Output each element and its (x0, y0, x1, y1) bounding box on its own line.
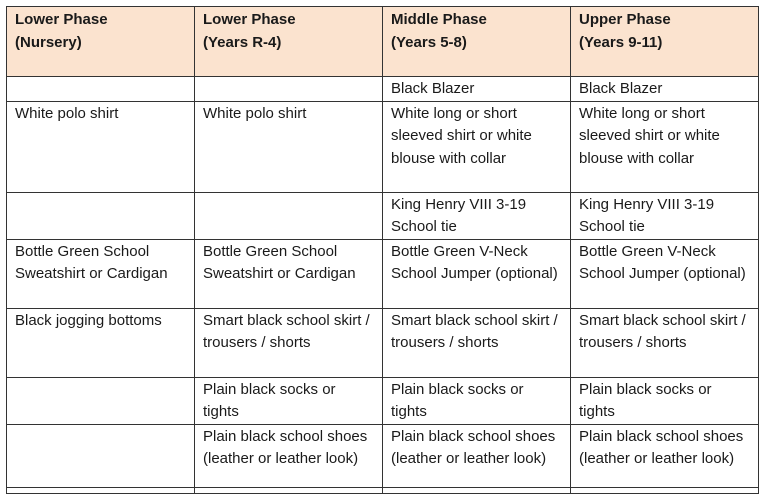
table-cell: Bottle Green School Sweatshirt or Cardigan (7, 239, 195, 308)
table-cell: Smart black school skirt / trousers / shorts (383, 308, 571, 377)
table-row (7, 308, 759, 377)
header-subtitle: (Years 9-11) (579, 33, 663, 51)
table-cell: King Henry VIII 3-19 School tie (571, 192, 759, 239)
header-nursery (7, 7, 195, 77)
table-row (7, 424, 759, 493)
table-cell (7, 192, 195, 239)
table-row (7, 101, 759, 192)
table-cell: Plain black school shoes (leather or leather look) (571, 424, 759, 493)
page-divider (6, 487, 759, 488)
header-title: Upper Phase (579, 11, 671, 28)
table-cell (7, 77, 195, 102)
table-cell: Plain black socks or tights (195, 377, 383, 424)
table-cell: Bottle Green V-Neck School Jumper (optional) (383, 239, 571, 308)
table-cell: Black Blazer (571, 77, 759, 102)
header-subtitle: (Years 5-8) (391, 33, 467, 51)
table-cell: Smart black school skirt / trousers / shorts (195, 308, 383, 377)
table-cell: Plain black socks or tights (571, 377, 759, 424)
table-row (7, 77, 759, 102)
table-cell: White polo shirt (195, 101, 383, 192)
table-cell: White long or short sleeved shirt or white blouse with collar (571, 101, 759, 192)
table-cell: Bottle Green V-Neck School Jumper (optional) (571, 239, 759, 308)
header-title: Middle Phase (391, 11, 487, 28)
table-cell: Smart black school skirt / trousers / shorts (571, 308, 759, 377)
table-cell: Plain black school shoes (leather or leather look) (195, 424, 383, 493)
table-cell: Black Blazer (383, 77, 571, 102)
table-cell: King Henry VIII 3-19 School tie (383, 192, 571, 239)
header-upper-phase (571, 7, 759, 77)
table-row (7, 239, 759, 308)
header-lower-phase (195, 7, 383, 77)
uniform-table (6, 6, 759, 494)
header-title: Lower Phase (203, 11, 296, 28)
header-subtitle: (Nursery) (15, 33, 82, 51)
table-cell: Bottle Green School Sweatshirt or Cardigan (195, 239, 383, 308)
header-row (7, 7, 759, 77)
table-cell: Plain black school shoes (leather or leather look) (383, 424, 571, 493)
table-cell: White long or short sleeved shirt or white blouse with collar (383, 101, 571, 192)
table-row (7, 192, 759, 239)
table-cell: Black jogging bottoms (7, 308, 195, 377)
header-title: Lower Phase (15, 11, 108, 28)
table-cell (7, 424, 195, 493)
table-cell: White polo shirt (7, 101, 195, 192)
table-cell (195, 192, 383, 239)
header-subtitle: (Years R-4) (203, 33, 282, 51)
header-middle-phase (383, 7, 571, 77)
table-row (7, 377, 759, 424)
uniform-table-container (6, 6, 759, 494)
table-cell: Plain black socks or tights (383, 377, 571, 424)
table-cell (7, 377, 195, 424)
table-cell (195, 77, 383, 102)
